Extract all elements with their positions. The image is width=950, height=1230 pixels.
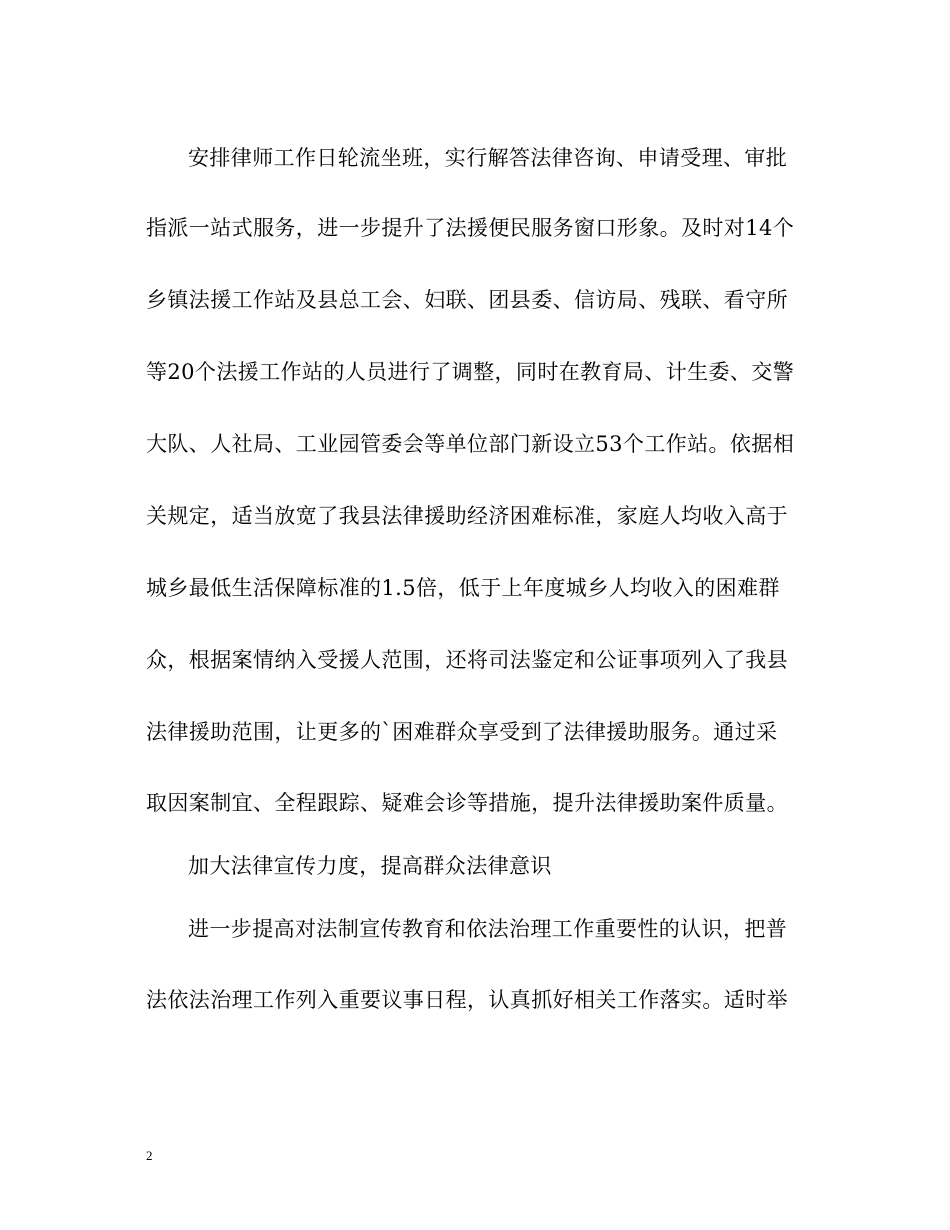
- paragraph-1-line-1: 安排律师工作日轮流坐班，实行解答法律咨询、申请受理、审批: [188, 146, 788, 170]
- paragraph-1-line-7: 城乡最低生活保障标准的1.5倍，低于上年度城乡人均收入的困难群: [146, 576, 780, 600]
- paragraph-1-line-5: 大队、人社局、工业园管委会等单位部门新设立53个工作站。依据相: [146, 432, 795, 456]
- paragraph-1-line-2: 指派一站式服务，进一步提升了法援便民服务窗口形象。及时对14个: [146, 216, 795, 240]
- paragraph-1-line-10: 取因案制宜、全程跟踪、疑难会诊等措施，提升法律援助案件质量。: [146, 791, 788, 815]
- paragraph-1-line-6: 关规定，适当放宽了我县法律援助经济困难标准，家庭人均收入高于: [146, 504, 788, 528]
- paragraph-2-line-2: 法依法治理工作列入重要议事日程，认真抓好相关工作落实。适时举: [146, 988, 788, 1012]
- page-number: 2: [146, 1148, 153, 1163]
- paragraph-1-line-9: 法律援助范围，让更多的`困难群众享受到了法律援助服务。通过采: [146, 720, 778, 744]
- paragraph-1-line-4: 等20个法援工作站的人员进行了调整，同时在教育局、计生委、交警: [146, 360, 795, 384]
- paragraph-2-line-1: 进一步提高对法制宣传教育和依法治理工作重要性的认识，把普: [188, 917, 788, 941]
- paragraph-1-line-3: 乡镇法援工作站及县总工会、妇联、团县委、信访局、残联、看守所: [146, 288, 788, 312]
- paragraph-1-line-8: 众，根据案情纳入受援人范围，还将司法鉴定和公证事项列入了我县: [146, 648, 788, 672]
- section-heading: 加大法律宣传力度，提高群众法律意识: [188, 854, 552, 878]
